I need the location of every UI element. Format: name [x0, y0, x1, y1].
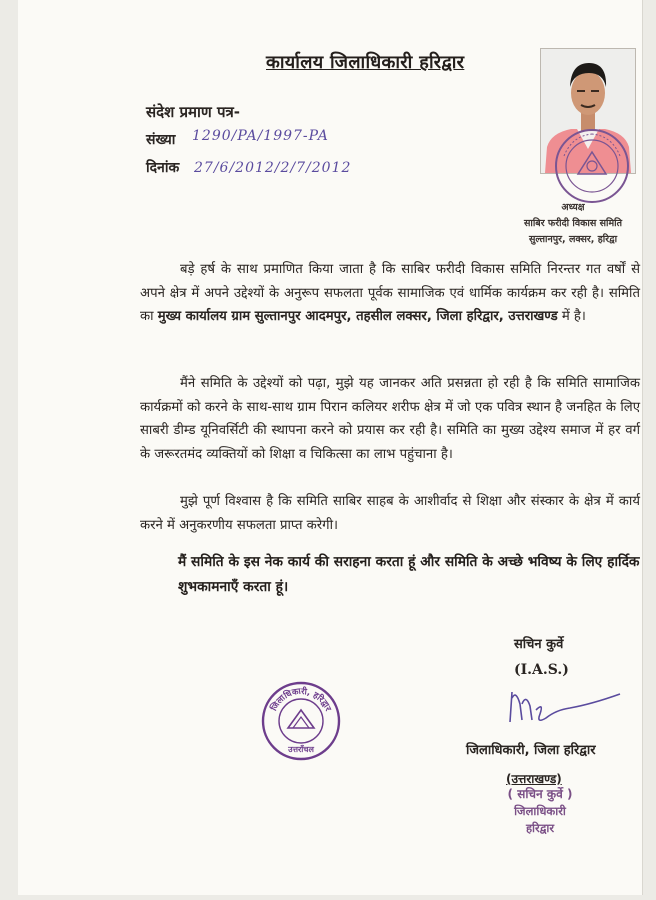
- paragraph-2: [140, 372, 640, 466]
- name-stamp-title: जिलाधिकारी: [514, 804, 566, 818]
- paragraph-1-end: में है।: [557, 309, 586, 324]
- name-stamp-name: ( सचिन कुर्वे ): [507, 787, 573, 801]
- paragraph-3: [140, 490, 640, 537]
- signatory-state: (उत्तराखण्ड): [506, 772, 562, 786]
- office-title: कार्यालय जिलाधिकारी हरिद्वार: [266, 52, 465, 73]
- committee-seal-icon: [552, 126, 632, 206]
- date-value: 27/6/2012/2/7/2012: [194, 160, 352, 176]
- signatory-service: (I.A.S.): [514, 662, 569, 678]
- official-seal-icon: [260, 680, 342, 762]
- handwritten-signature: [500, 684, 640, 732]
- paragraph-3-text: मुझे पूर्ण विश्वास है कि समिति साबिर साहब के आशीर्वाद से शिक्षा और संस्कार के क्षेत्र में कार्य करने में अनुकरणीय सफलता प्राप्त करेगी।: [140, 494, 640, 533]
- number-value: 1290/PA/1997-PA: [192, 128, 329, 144]
- date-label: दिनांक: [146, 160, 180, 176]
- closing-wishes: मैं समिति के इस नेक कार्य की सराहना करता हूं और समिति के अच्छे भविष्य के लिए हार्दिक शुभकामनाएँ करता हूं।: [178, 554, 640, 595]
- paragraph-1-text: बड़े हर्ष के साथ प्रमाणित किया जाता है कि साबिर फरीदी विकास समिति निरन्तर गत वर्षों से अपने क्षेत्र में अपने उद्देश्यों के अनुरूप सफलता पूर्वक सामाजिक एवं धार्मिक कार्यक्रम कर रही है। समिति का: [140, 262, 640, 324]
- chairman-title: अध्यक्ष: [561, 202, 585, 213]
- number-label: संख्या: [146, 132, 176, 148]
- certificate-heading: संदेश प्रमाण पत्र-: [146, 103, 241, 121]
- certificate-page: [18, 0, 642, 895]
- name-stamp: [500, 786, 580, 837]
- paragraph-1-address: मुख्य कार्यालय ग्राम सुल्तानपुर आदमपुर, तहसील लक्सर, जिला हरिद्वार, उत्तराखण्ड: [157, 309, 558, 324]
- chairman-place: सुल्तानपुर, लक्सर, हरिद्वा: [528, 234, 618, 245]
- official-seal-state: उत्तराँचल: [288, 745, 314, 754]
- signatory-name: सचिन कुर्वे: [514, 637, 564, 652]
- chairman-block: [488, 200, 656, 248]
- name-stamp-place: हरिद्वार: [525, 821, 555, 835]
- official-seal-text: जिलाधिकारी, हरिद्वार: [269, 686, 333, 713]
- paragraph-2-text: मैंने समिति के उद्देश्यों को पढ़ा, मुझे यह जानकर अति प्रसन्नता हो रही है कि समिति सामाजिक कार्यक्रमों को करने के साथ-साथ ग्राम पिरान कलियर शरीफ क्षेत्र में जो एक पवित्र स्थान है जनहित के लिए साबरी डीम्ड यूनिवर्सिटी की स्थापना करने को प्रयास कर रही है। समिति का मुख्य उद्देश्य समाज में हर वर्ग के जरूरतमंद व्यक्तियों को शिक्षा व चिकित्सा का लाभ पहुंचाना है।: [140, 376, 640, 462]
- chairman-org: साबिर फरीदी विकास समिति: [523, 218, 623, 229]
- signatory-designation: जिलाधिकारी, जिला हरिद्वार: [466, 743, 596, 758]
- paragraph-1: [140, 258, 640, 329]
